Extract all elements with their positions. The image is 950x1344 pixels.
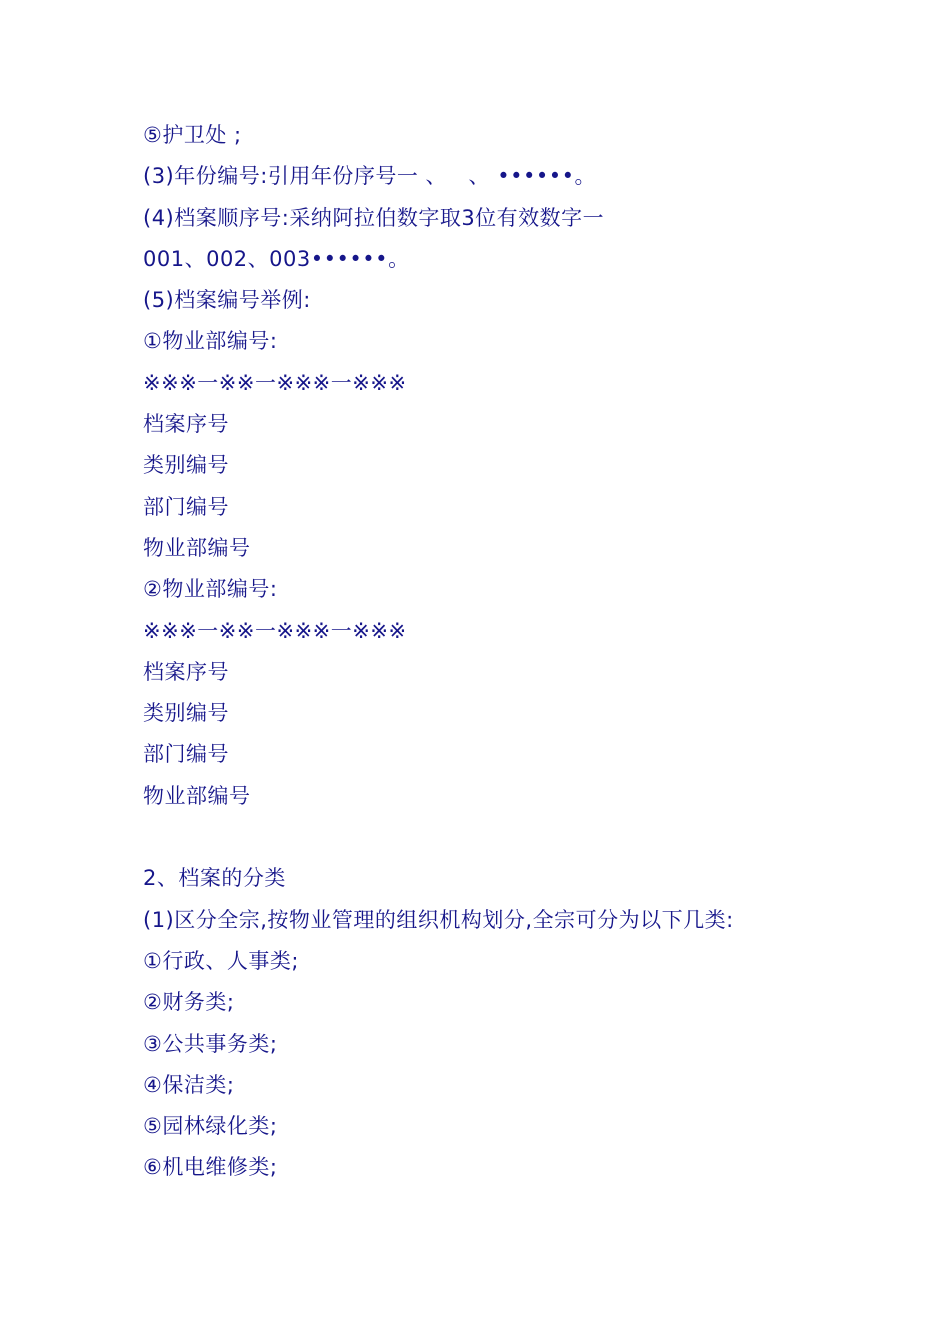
archive-number-example-heading: (5)档案编号举例: — [143, 288, 311, 313]
example-2-pattern: ※※※一※※一※※※一※※※ — [143, 618, 407, 643]
example-1-archive-sequence: 档案序号 — [143, 412, 229, 437]
paragraph-gap — [143, 817, 843, 858]
category-public-affairs: ③公共事务类; — [143, 1031, 278, 1056]
category-cleaning: ④保洁类; — [143, 1072, 235, 1097]
category-finance: ②财务类; — [143, 990, 235, 1015]
archive-sequence-examples: 001、002、003••••••。 — [143, 246, 410, 271]
section-heading-archive-classification: 2、档案的分类 — [143, 866, 286, 891]
example-1-category-number: 类别编号 — [143, 453, 229, 478]
document-body — [143, 115, 843, 1189]
example-2-heading: ②物业部编号: — [143, 577, 278, 602]
category-admin-hr: ①行政、人事类; — [143, 948, 299, 973]
example-2-category-number: 类别编号 — [143, 701, 229, 726]
list-item-guard-office: ⑤护卫处 ; — [143, 123, 242, 147]
example-2-archive-sequence: 档案序号 — [143, 659, 229, 684]
category-mechanical-repair: ⑥机电维修类; — [143, 1155, 278, 1180]
example-1-pattern: ※※※一※※一※※※一※※※ — [143, 370, 407, 395]
category-landscaping: ⑤园林绿化类; — [143, 1114, 278, 1139]
example-1-department-number: 部门编号 — [143, 494, 229, 519]
archive-sequence-rule: (4)档案顺序号:采纳阿拉伯数字取3位有效数字一 — [143, 205, 605, 230]
example-2-property-number: 物业部编号 — [143, 783, 251, 808]
year-number-rule: (3)年份编号:引用年份序号一 、 、 ••••••。 — [143, 164, 597, 189]
example-1-heading: ①物业部编号: — [143, 329, 278, 354]
example-2-department-number: 部门编号 — [143, 742, 229, 767]
fonds-division-rule: (1)区分全宗,按物业管理的组织机构划分,全宗可分为以下几类: — [143, 907, 734, 932]
example-1-property-number: 物业部编号 — [143, 535, 251, 560]
